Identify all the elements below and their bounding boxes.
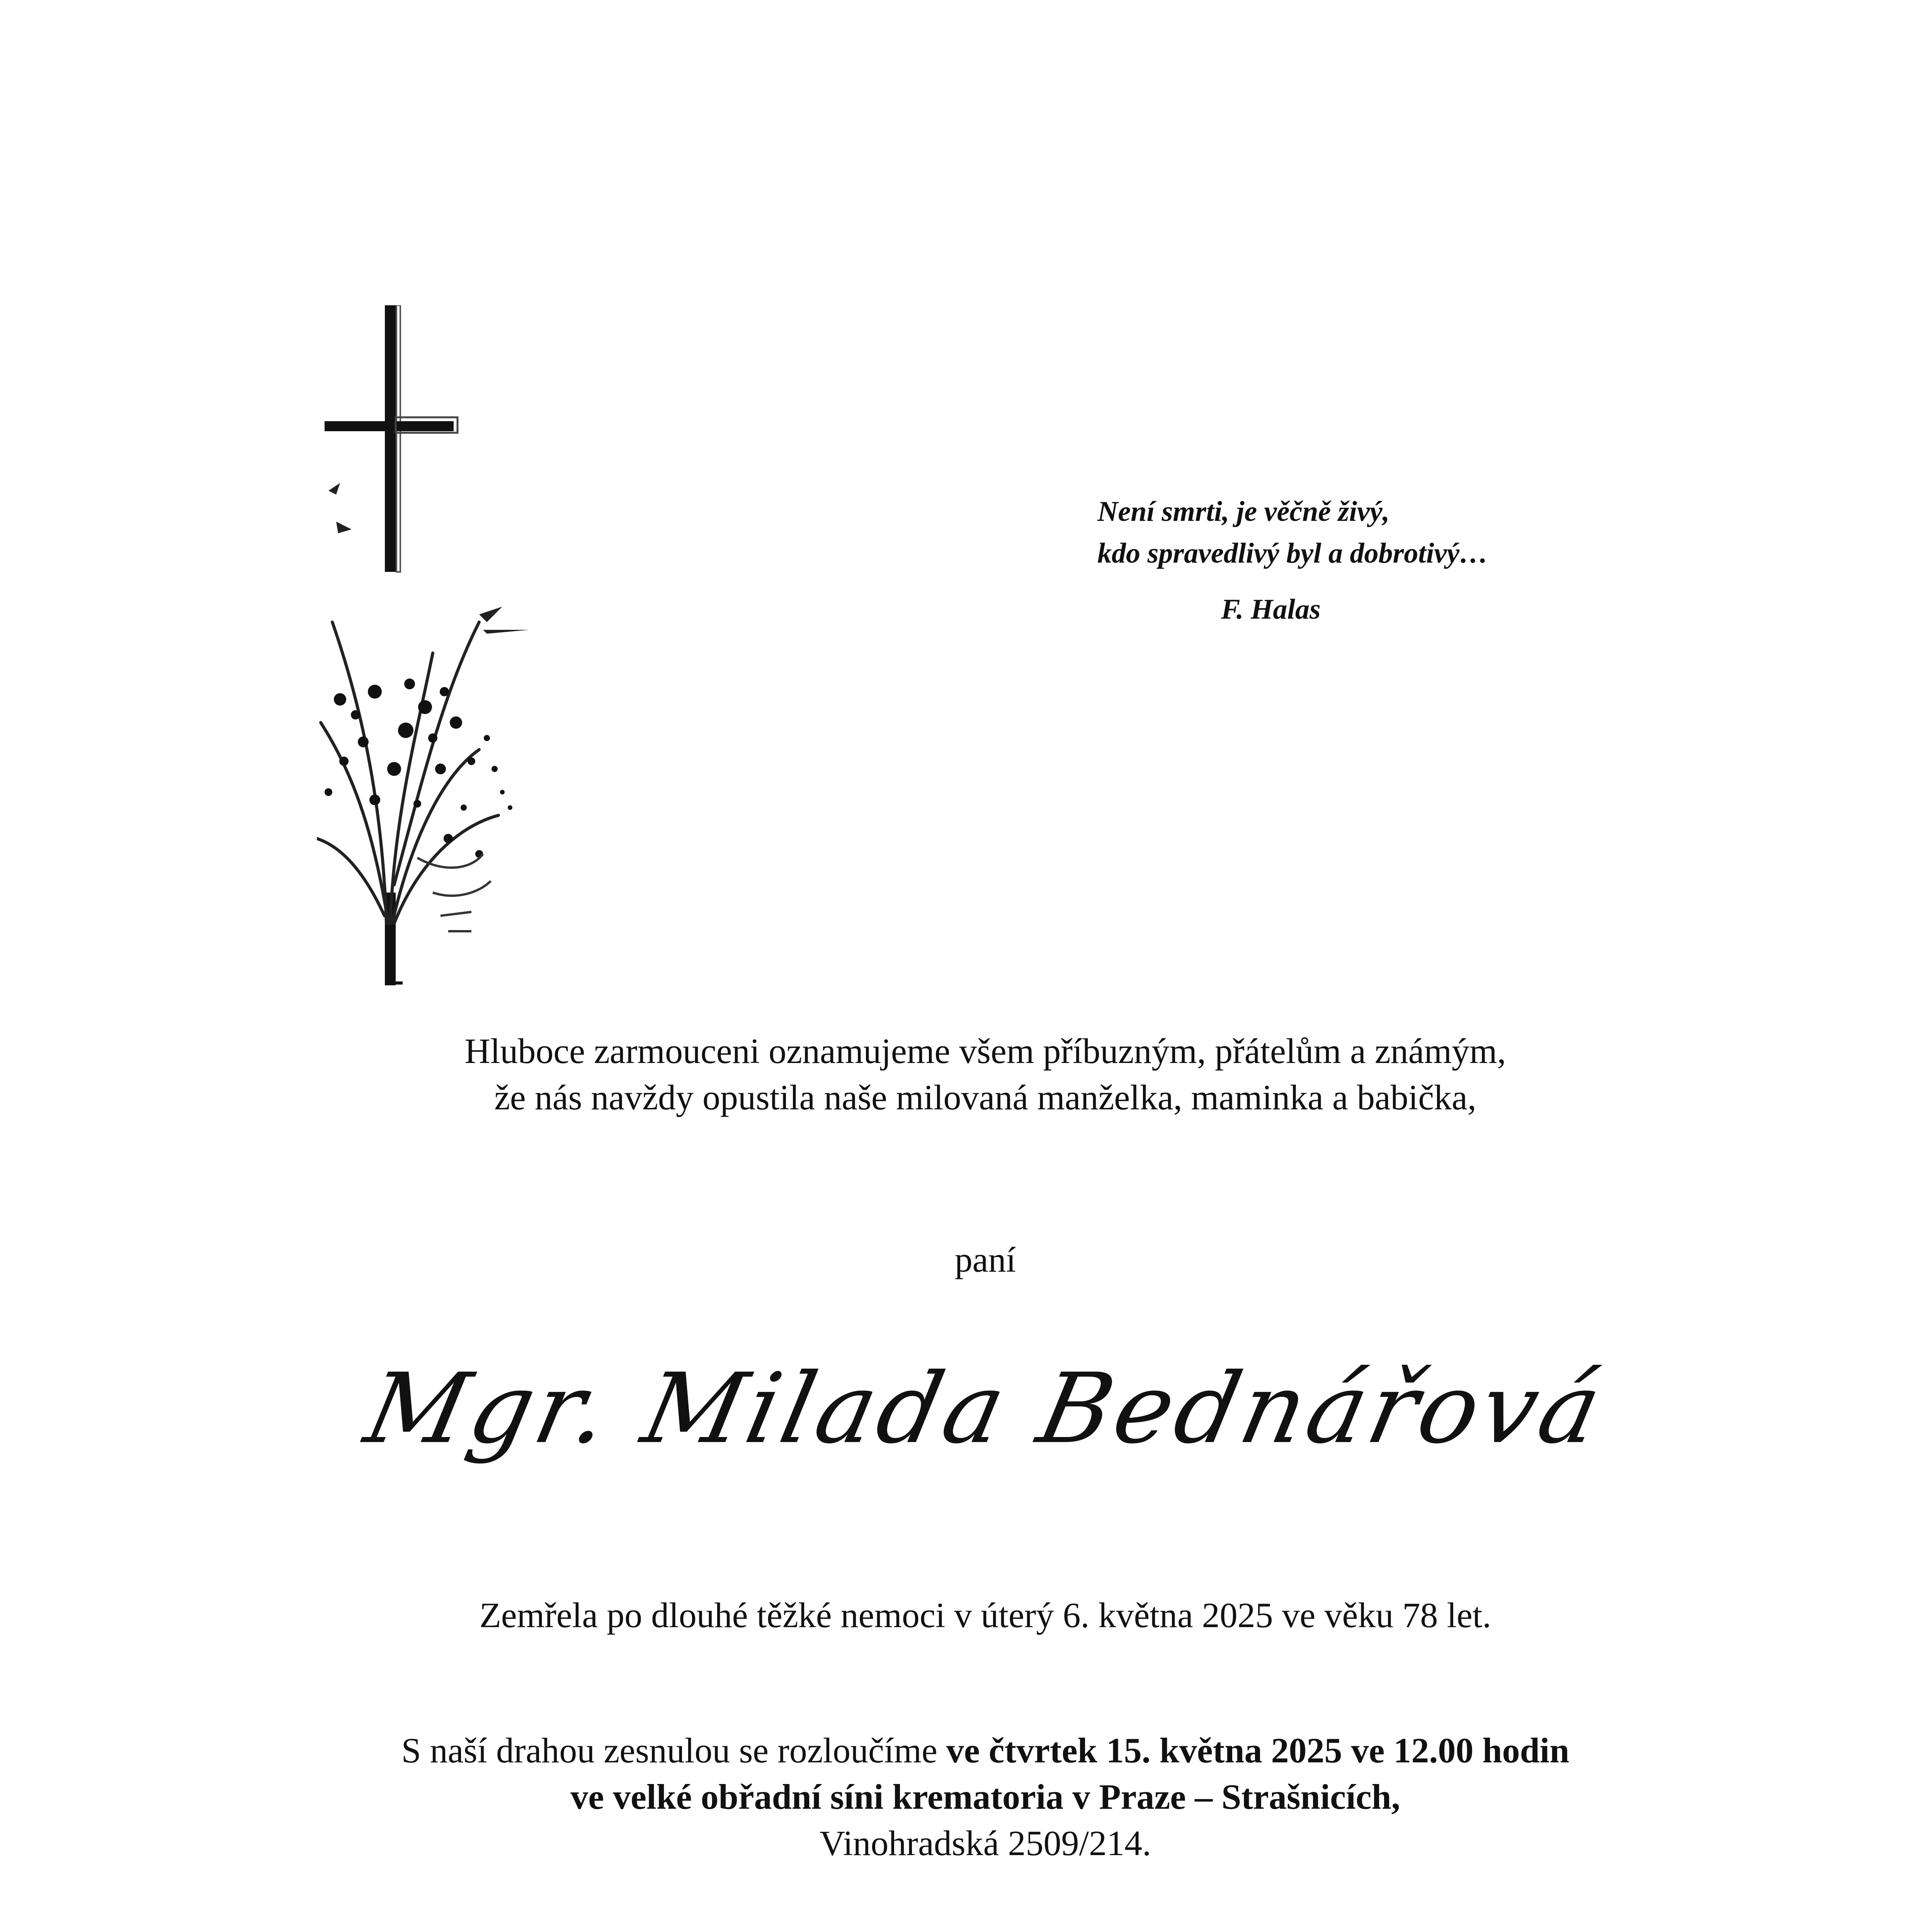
announcement-line-2: že nás navždy opustila naše milovaná manželka, maminka a babička, (494, 1078, 1476, 1117)
farewell-place: ve velké obřadní síni krematoria v Praze – Strašnicích, (570, 1777, 1400, 1816)
death-info: Zemřela po dlouhé těžké nemoci v úterý 6. května 2025 ve věku 78 let. (479, 1595, 1492, 1635)
quote-line-1: Není smrti, je věčně živý, (1097, 496, 1390, 527)
deceased-name: Mgr. Milada Bednářová (356, 1352, 1614, 1465)
farewell-datetime: ve čtvrtek 15. května 2025 ve 12.00 hodin (946, 1731, 1570, 1770)
farewell-intro: S naší drahou zesnulou se rozloučíme (401, 1731, 946, 1770)
announcement (0, 1028, 1932, 1121)
quote-author: F. Halas (1221, 594, 1321, 625)
quote (1097, 491, 1677, 574)
farewell-line-1 (0, 1727, 1932, 1774)
farewell (0, 1727, 1932, 1866)
announcement-line-1: Hluboce zarmouceni oznamujeme všem příbuzným, přátelům a známým, (464, 1031, 1506, 1071)
farewell-address: Vinohradská 2509/214. (819, 1823, 1151, 1863)
quote-line-2: kdo spravedlivý byl a dobrotivý… (1097, 537, 1488, 569)
title-word: paní (954, 1240, 1016, 1279)
cross-with-flowers-icon (317, 305, 595, 993)
